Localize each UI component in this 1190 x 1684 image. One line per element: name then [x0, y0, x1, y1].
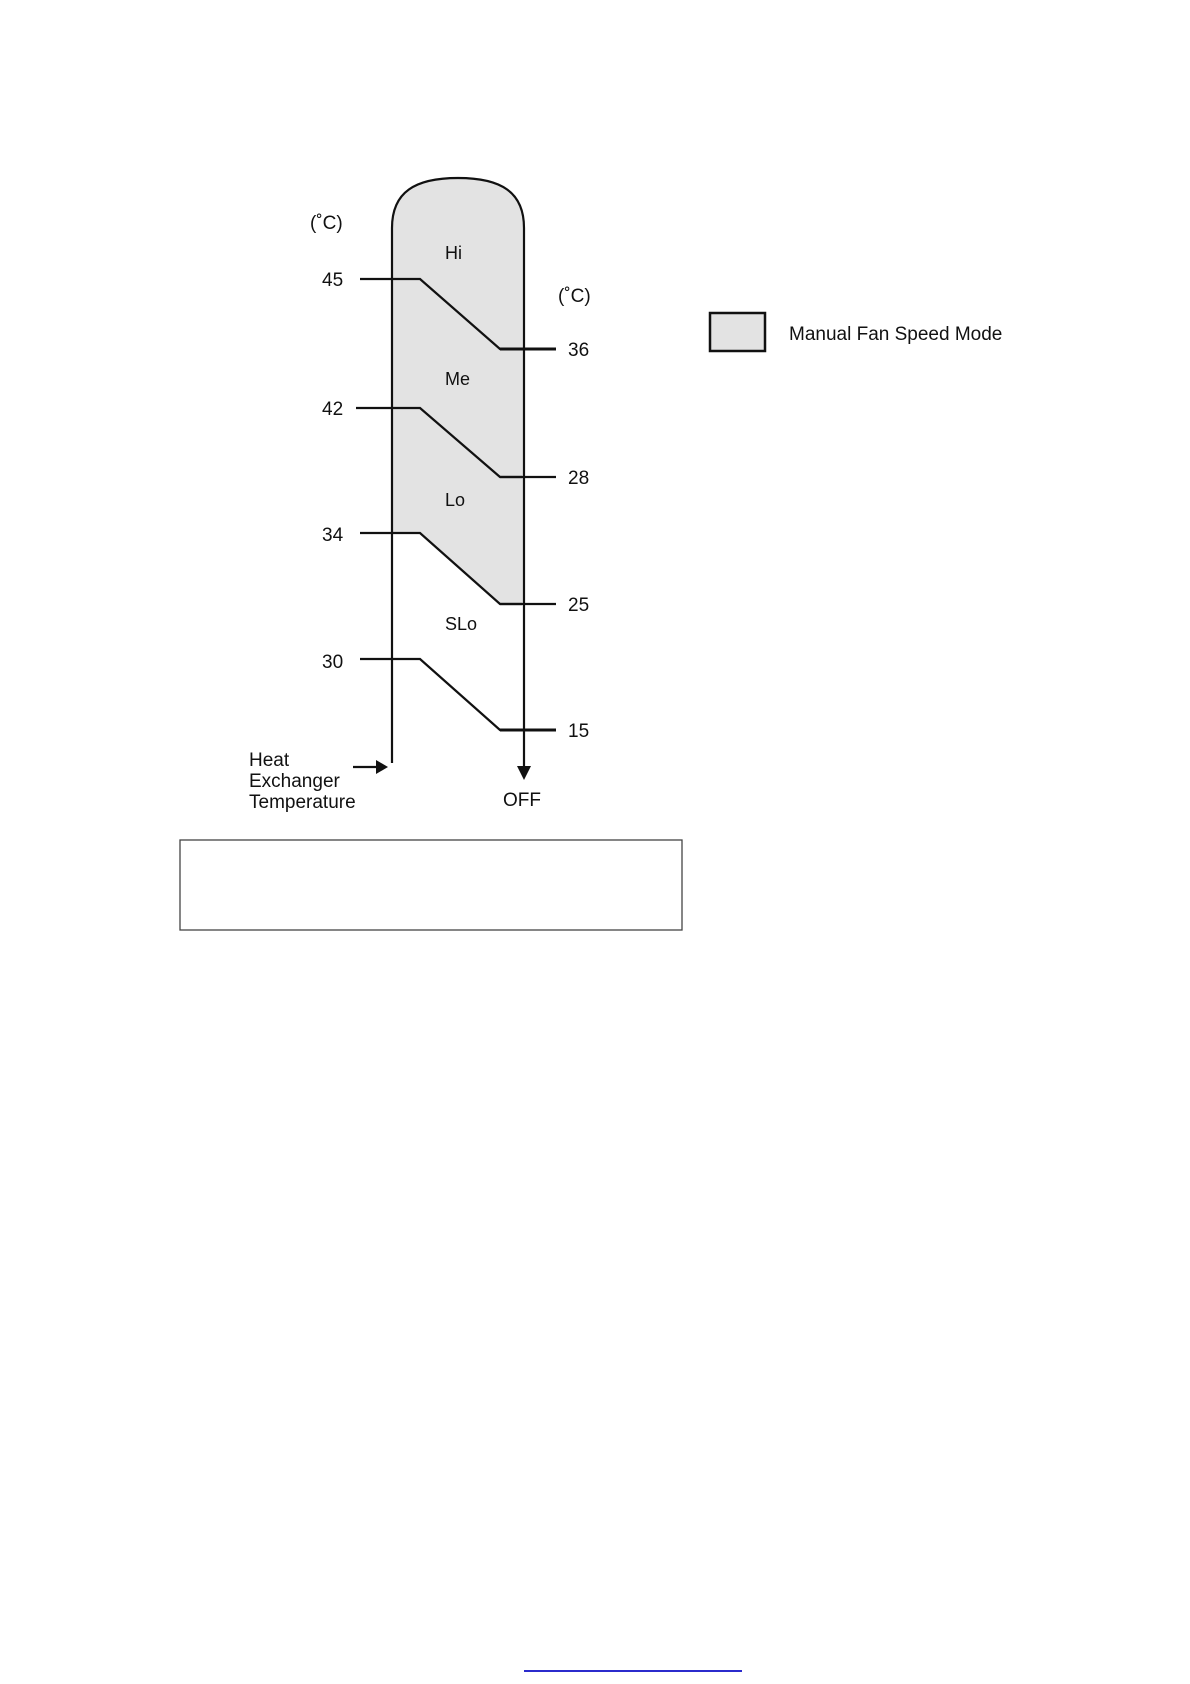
legend-swatch — [710, 313, 765, 351]
left-value-30: 30 — [322, 652, 344, 673]
left-value-45: 45 — [322, 270, 344, 291]
note-box — [180, 840, 682, 930]
right-value-36: 36 — [568, 340, 590, 361]
threshold-line-slo — [360, 659, 522, 730]
off-arrowhead — [517, 766, 531, 780]
left-value-42: 42 — [322, 399, 344, 420]
axis-label-temperature: Temperature — [249, 792, 356, 813]
zone-label-slo: SLo — [445, 614, 478, 634]
zone-label-lo: Lo — [445, 490, 466, 510]
left-value-34: 34 — [322, 525, 344, 546]
left-unit-label: (˚C) — [310, 213, 343, 234]
axis-pointer-arrowhead — [376, 760, 388, 774]
off-label: OFF — [503, 790, 541, 811]
right-value-25: 25 — [568, 595, 590, 616]
right-value-28: 28 — [568, 468, 590, 489]
right-value-15: 15 — [568, 721, 590, 742]
zone-label-hi: Hi — [445, 243, 462, 263]
zone-label-me: Me — [445, 369, 471, 389]
footer-link-underline[interactable] — [524, 1670, 742, 1672]
axis-label-heat: Heat — [249, 750, 290, 771]
manual-fan-speed-region — [392, 178, 524, 604]
right-unit-label: (˚C) — [558, 286, 591, 307]
legend-label: Manual Fan Speed Mode — [789, 324, 1003, 345]
axis-label-exchanger: Exchanger — [249, 771, 340, 792]
